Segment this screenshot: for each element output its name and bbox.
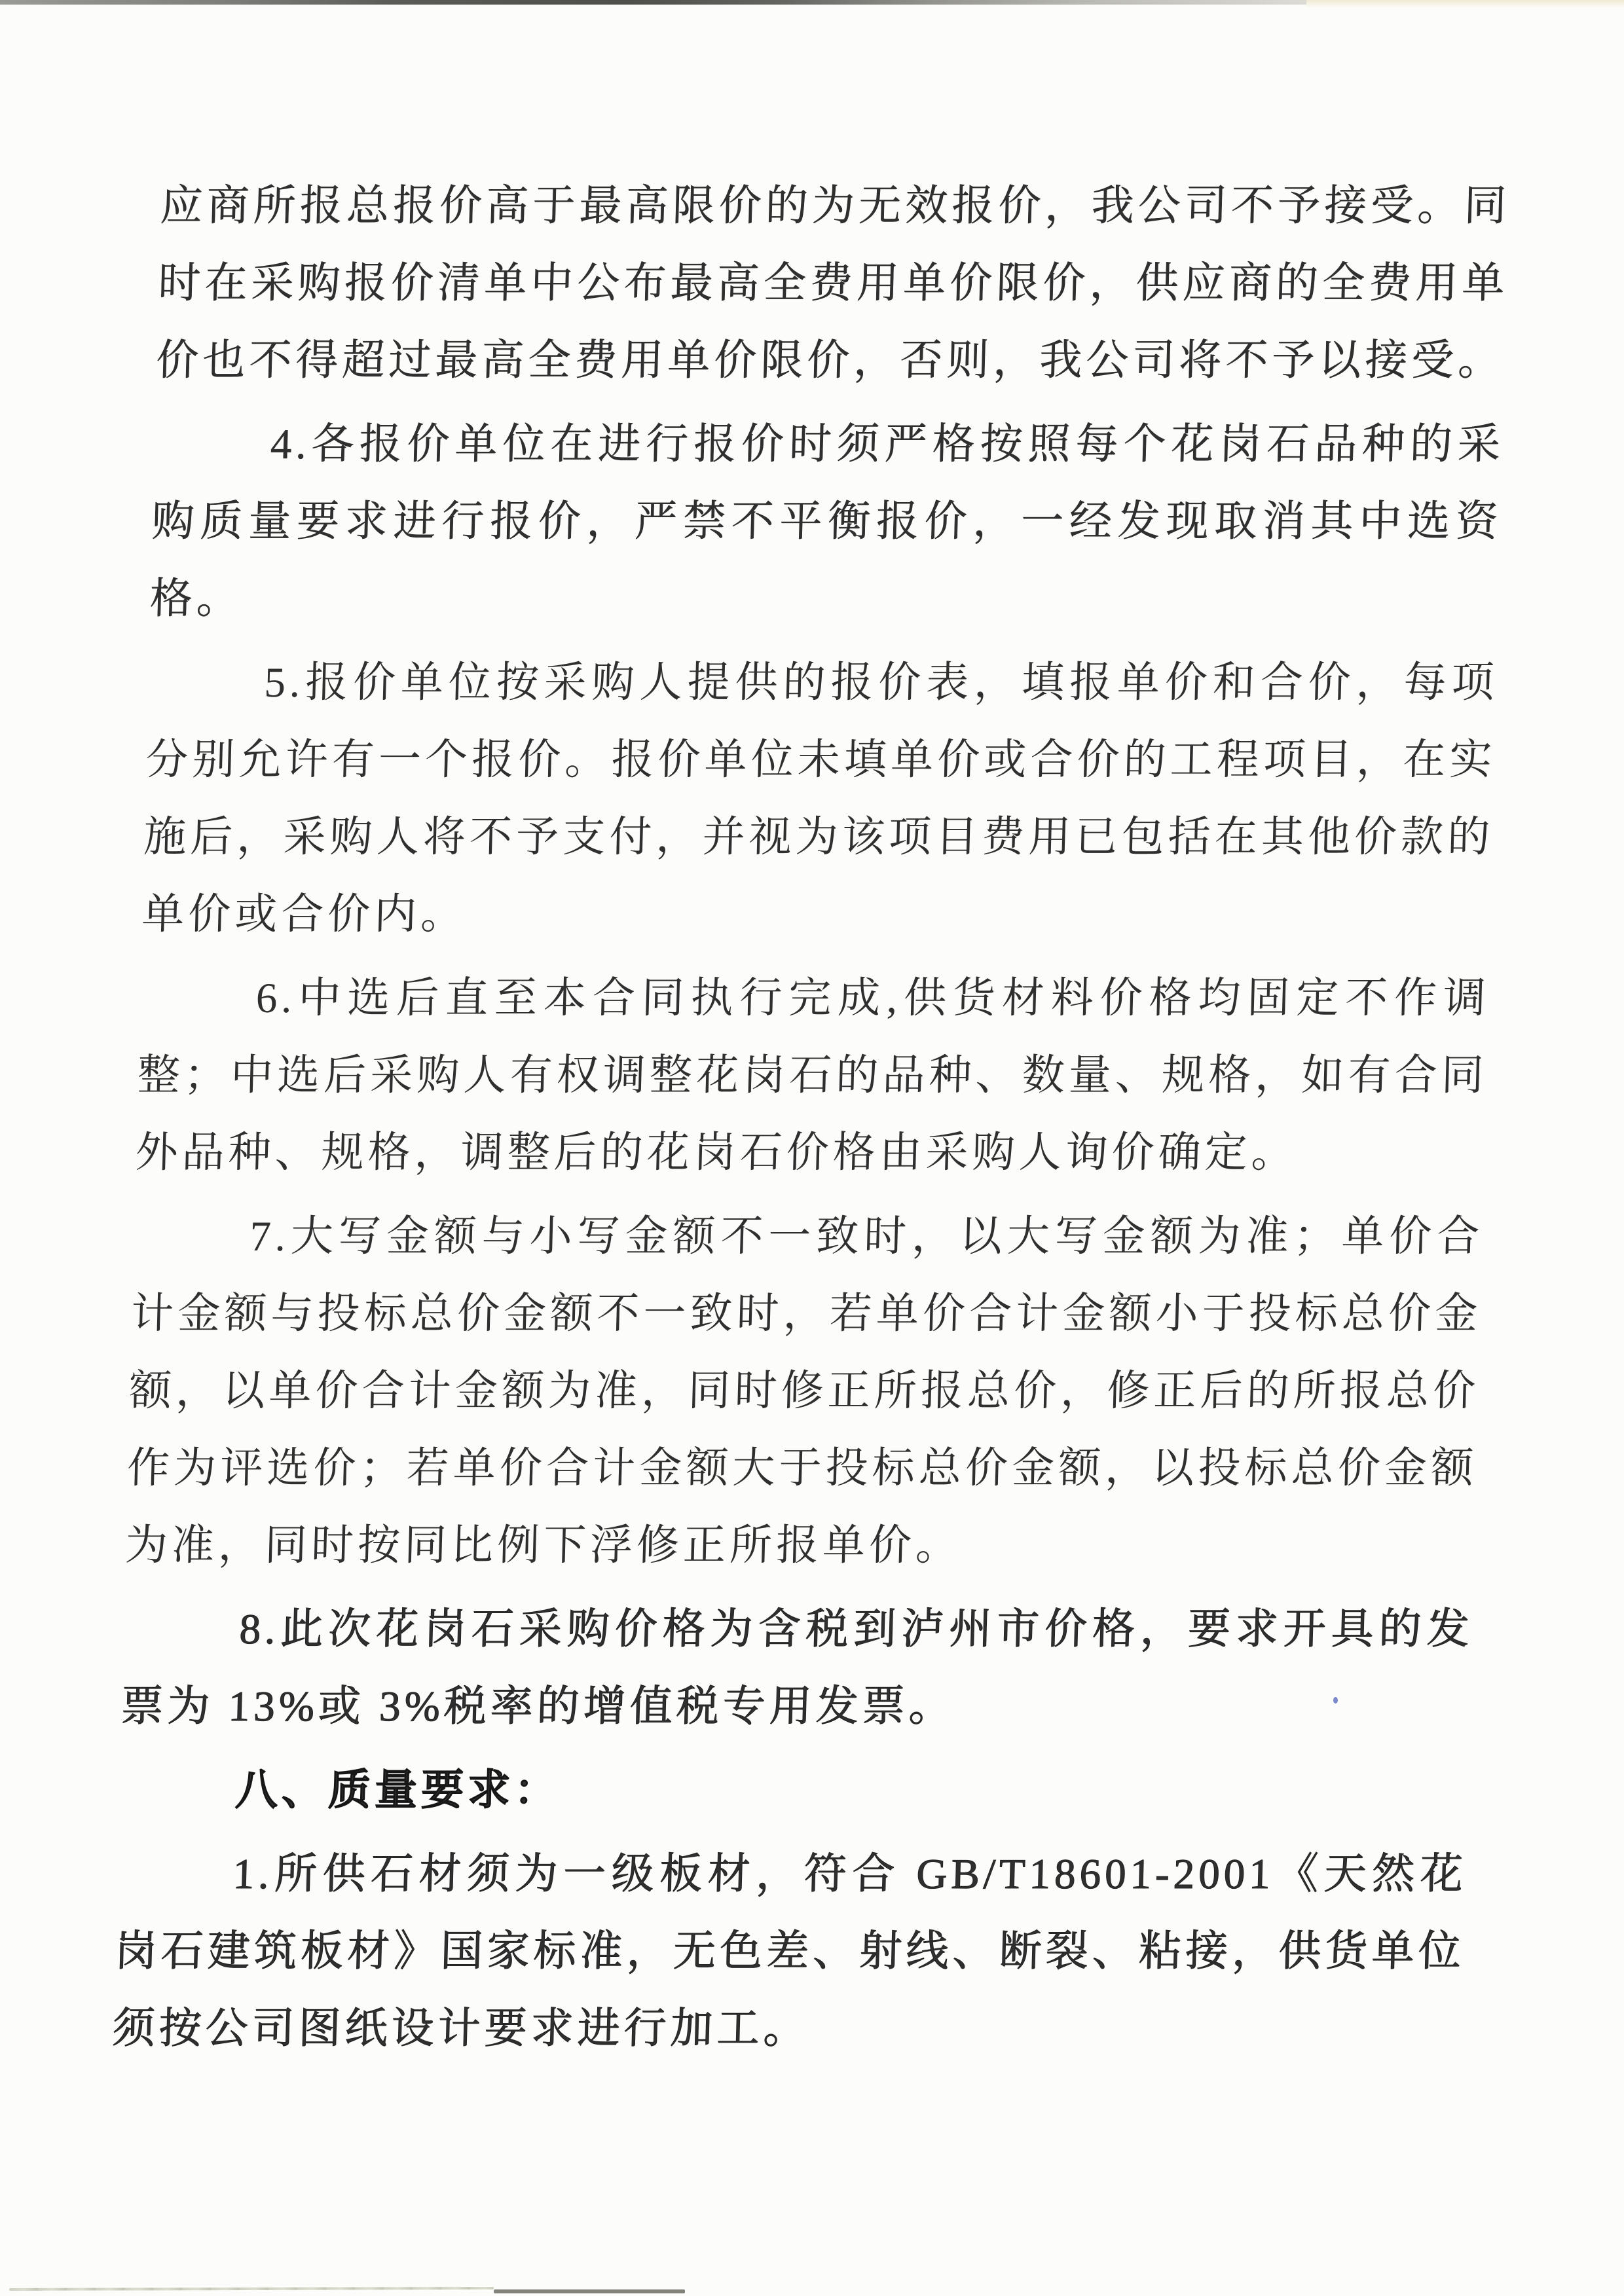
paragraph-p7-heading8: 八、质量要求： xyxy=(234,1767,562,1814)
paragraph-p4-item6: 6.中选后直至本合同执行完成,供货材料价格均固定不作调整；中选后采购人有权调整花岗石的品种、数量、规格，如有合同外品种、规格，调整后的花岗石价格由采购人询价确定。 xyxy=(134,975,1490,1176)
paragraph-p2-item4: 4.各报价单位在进行报价时须严格按照每个花岗石品种的采购质量要求进行报价，严禁不平衡报价，一经发现取消其中选资格。 xyxy=(149,421,1505,623)
scan-artifact-ink-speck xyxy=(1333,1697,1338,1704)
document-body xyxy=(111,168,1511,2074)
paragraph-p1-continuation: 应商所报总报价高于最高限价的为无效报价，我公司不予接受。同时在采购报价清单中公布最高全费用单价限价，供应商的全费用单价也不得超过最高全费用单价限价，否则，我公司将不予以接受。 xyxy=(155,183,1511,384)
scan-artifact-bottom-left-line xyxy=(9,2287,494,2291)
paragraph-p3-item5: 5.报价单位按采购人提供的报价表，填报单价和合价，每项分别允许有一个报价。报价单位未填单价或合价的工程项目，在实施后，采购人将不予支付，并视为该项目费用已包括在其他价款的单价或合价内。 xyxy=(141,659,1499,938)
scan-artifact-top-edge xyxy=(0,0,1306,5)
scan-artifact-top-right-band xyxy=(1306,0,1624,8)
paragraph-p5-item7: 7.大写金额与小写金额不一致时，以大写金额为准；单价合计金额与投标总价金额不一致时，若单价合计金额小于投标总价金额，以单价合计金额为准，同时修正所报总价，修正后的所报总价作为评选价；若单价合计金额大于投标总价金额，以投标总价金额为准，同时按同比例下浮修正所报单价。 xyxy=(124,1213,1485,1569)
paragraph-p6-item8: 8.此次花岗石采购价格为含税到泸州市价格，要求开具的发票为 13%或 3%税率的增值税专用发票。 xyxy=(120,1606,1474,1730)
scan-artifact-bottom-dark-segment xyxy=(494,2289,685,2293)
paragraph-p8-quality1: 1.所供石材须为一级板材，符合 GB/T18601-2001《天然花岗石建筑板材》国家标准，无色差、射线、断裂、粘接，供货单位须按公司图纸设计要求进行加工。 xyxy=(111,1851,1467,2052)
